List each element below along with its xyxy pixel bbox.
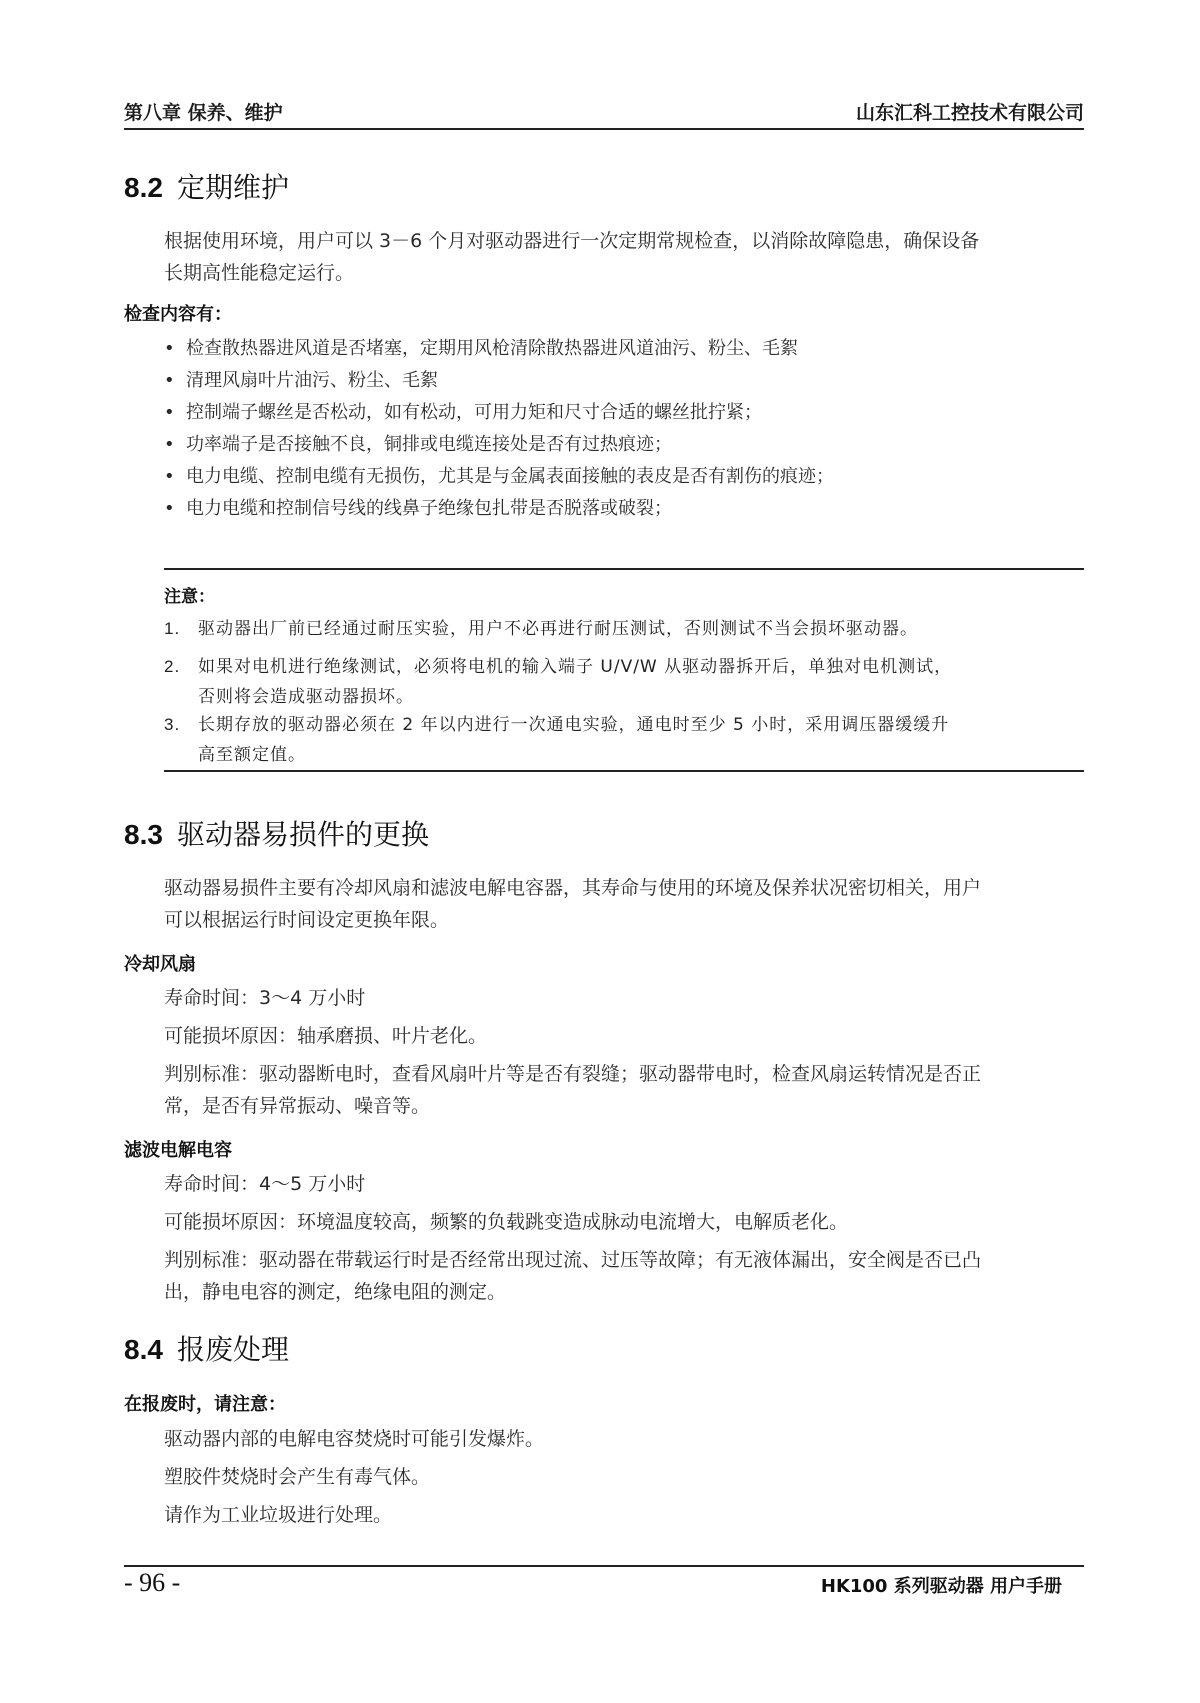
- list-item-text: 功率端子是否接触不良，铜排或电缆连接处是否有过热痕迹；: [186, 434, 672, 455]
- bullet-icon: •: [164, 402, 175, 423]
- caution-title: 注意：: [164, 587, 215, 607]
- section-8-3-heading: [124, 813, 429, 853]
- filter-capacitor-details: [164, 1168, 1084, 1308]
- caution-item: [164, 652, 1084, 712]
- intro-line-1: 驱动器易损件主要有冷却风扇和滤波电解电容器，其寿命与使用的环境及保养状况密切相关，用户: [164, 877, 982, 899]
- list-item-text: 控制端子螺丝是否松动，如有松动，可用力矩和尺寸合适的螺丝批拧紧；: [186, 402, 762, 423]
- section-8-3-intro: [164, 872, 1084, 936]
- caution-item-number: 3.: [164, 715, 181, 734]
- caution-item: [164, 614, 1084, 644]
- disposal-notice-heading: 在报废时，请注意：: [124, 1394, 286, 1415]
- list-item-text: 清理风扇叶片油污、粉尘、毛絮: [186, 370, 438, 391]
- section-title: 定期维护: [176, 171, 289, 204]
- section-number: 8.4: [124, 1334, 163, 1365]
- caution-item-line: 高至额定值。: [198, 745, 306, 765]
- disposal-line: 请作为工业垃圾进行处理。: [164, 1504, 393, 1526]
- bullet-icon: •: [164, 370, 175, 391]
- caution-item-line: 驱动器出厂前已经通过耐压实验，用户不必再进行耐压测试，否则测试不当会损坏驱动器。: [198, 619, 918, 639]
- list-item: [164, 365, 1084, 397]
- bullet-icon: •: [164, 338, 175, 359]
- disposal-line: 塑胶件焚烧时会产生有毒气体。: [164, 1466, 431, 1488]
- caution-item-number: 2.: [164, 657, 181, 676]
- fan-criteria-line-1: 判别标准：驱动器断电时，查看风扇叶片等是否有裂缝；驱动器带电时，检查风扇运转情况是否正: [164, 1063, 982, 1085]
- disposal-line: 驱动器内部的电解电容焚烧时可能引发爆炸。: [164, 1428, 545, 1450]
- caution-item-line: 如果对电机进行绝缘测试，必须将电机的输入端子 U/V/W 从驱动器拆开后，单独对电机测试，: [198, 657, 953, 677]
- capacitor-damage-cause: 可能损坏原因：环境温度较高，频繁的负载跳变造成脉动电流增大，电解质老化。: [164, 1211, 849, 1233]
- section-title: 报废处理: [176, 1333, 289, 1366]
- list-item: [164, 493, 1084, 525]
- caution-item-line: 长期存放的驱动器必须在 2 年以内进行一次通电实验，通电时至少 5 小时，采用调压器缓缓升: [198, 715, 950, 735]
- capacitor-lifetime: 寿命时间：4～5 万小时: [164, 1173, 366, 1195]
- intro-line-2: 可以根据运行时间设定更换年限。: [164, 909, 450, 931]
- disposal-lines: [164, 1423, 1084, 1531]
- fan-damage-cause: 可能损坏原因：轴承磨损、叶片老化。: [164, 1025, 488, 1047]
- section-title: 驱动器易损件的更换: [176, 818, 429, 851]
- page-header: [124, 98, 1084, 132]
- caution-box: [164, 568, 1084, 772]
- check-content-heading: 检查内容有：: [124, 304, 232, 325]
- section-number: 8.2: [124, 172, 163, 203]
- list-item: [164, 461, 1084, 493]
- list-item-text: 电力电缆、控制电缆有无损伤，尤其是与金属表面接触的表皮是否有割伤的痕迹；: [186, 466, 834, 487]
- caution-item-number: 1.: [164, 619, 181, 638]
- intro-line-1: 根据使用环境，用户可以 3－6 个月对驱动器进行一次定期常规检查，以消除故障隐患，确保设备: [164, 230, 980, 252]
- list-item: [164, 429, 1084, 461]
- fan-criteria-line-2: 常，是否有异常振动、噪音等。: [164, 1095, 431, 1117]
- filter-capacitor-heading: 滤波电解电容: [124, 1140, 232, 1161]
- caution-item: [164, 710, 1084, 770]
- page-number: - 96 -: [124, 1568, 181, 1597]
- caution-item-line: 否则将会造成驱动器损坏。: [198, 687, 414, 707]
- list-item-text: 检查散热器进风道是否堵塞，定期用风枪清除散热器进风道油污、粉尘、毛絮: [186, 338, 798, 359]
- manual-title: HK100 系列驱动器 用户手册: [820, 1576, 1062, 1597]
- bullet-icon: •: [164, 498, 175, 519]
- chapter-title: 第八章 保养、维护: [124, 102, 283, 124]
- header-rule: [124, 128, 1084, 130]
- section-8-4-heading: [124, 1328, 289, 1368]
- cooling-fan-heading: 冷却风扇: [124, 954, 196, 975]
- company-name: 山东汇科工控技术有限公司: [855, 102, 1084, 124]
- intro-line-2: 长期高性能稳定运行。: [164, 262, 355, 284]
- list-item-text: 电力电缆和控制信号线的线鼻子绝缘包扎带是否脱落或破裂；: [186, 498, 672, 519]
- section-8-2-intro: [164, 225, 1084, 289]
- manual-page: [124, 0, 1084, 1703]
- footer-rule: [124, 1565, 1084, 1567]
- check-list: [164, 333, 1084, 525]
- bullet-icon: •: [164, 434, 175, 455]
- fan-lifetime: 寿命时间：3～4 万小时: [164, 987, 366, 1009]
- capacitor-criteria-line-1: 判别标准：驱动器在带载运行时是否经常出现过流、过压等故障；有无液体漏出，安全阀是否已凸: [164, 1249, 982, 1271]
- bullet-icon: •: [164, 466, 175, 487]
- list-item: [164, 397, 1084, 429]
- section-number: 8.3: [124, 819, 163, 850]
- section-8-2-heading: [124, 166, 289, 206]
- capacitor-criteria-line-2: 出，静电电容的测定，绝缘电阻的测定。: [164, 1281, 507, 1303]
- list-item: [164, 333, 1084, 365]
- cooling-fan-details: [164, 982, 1084, 1122]
